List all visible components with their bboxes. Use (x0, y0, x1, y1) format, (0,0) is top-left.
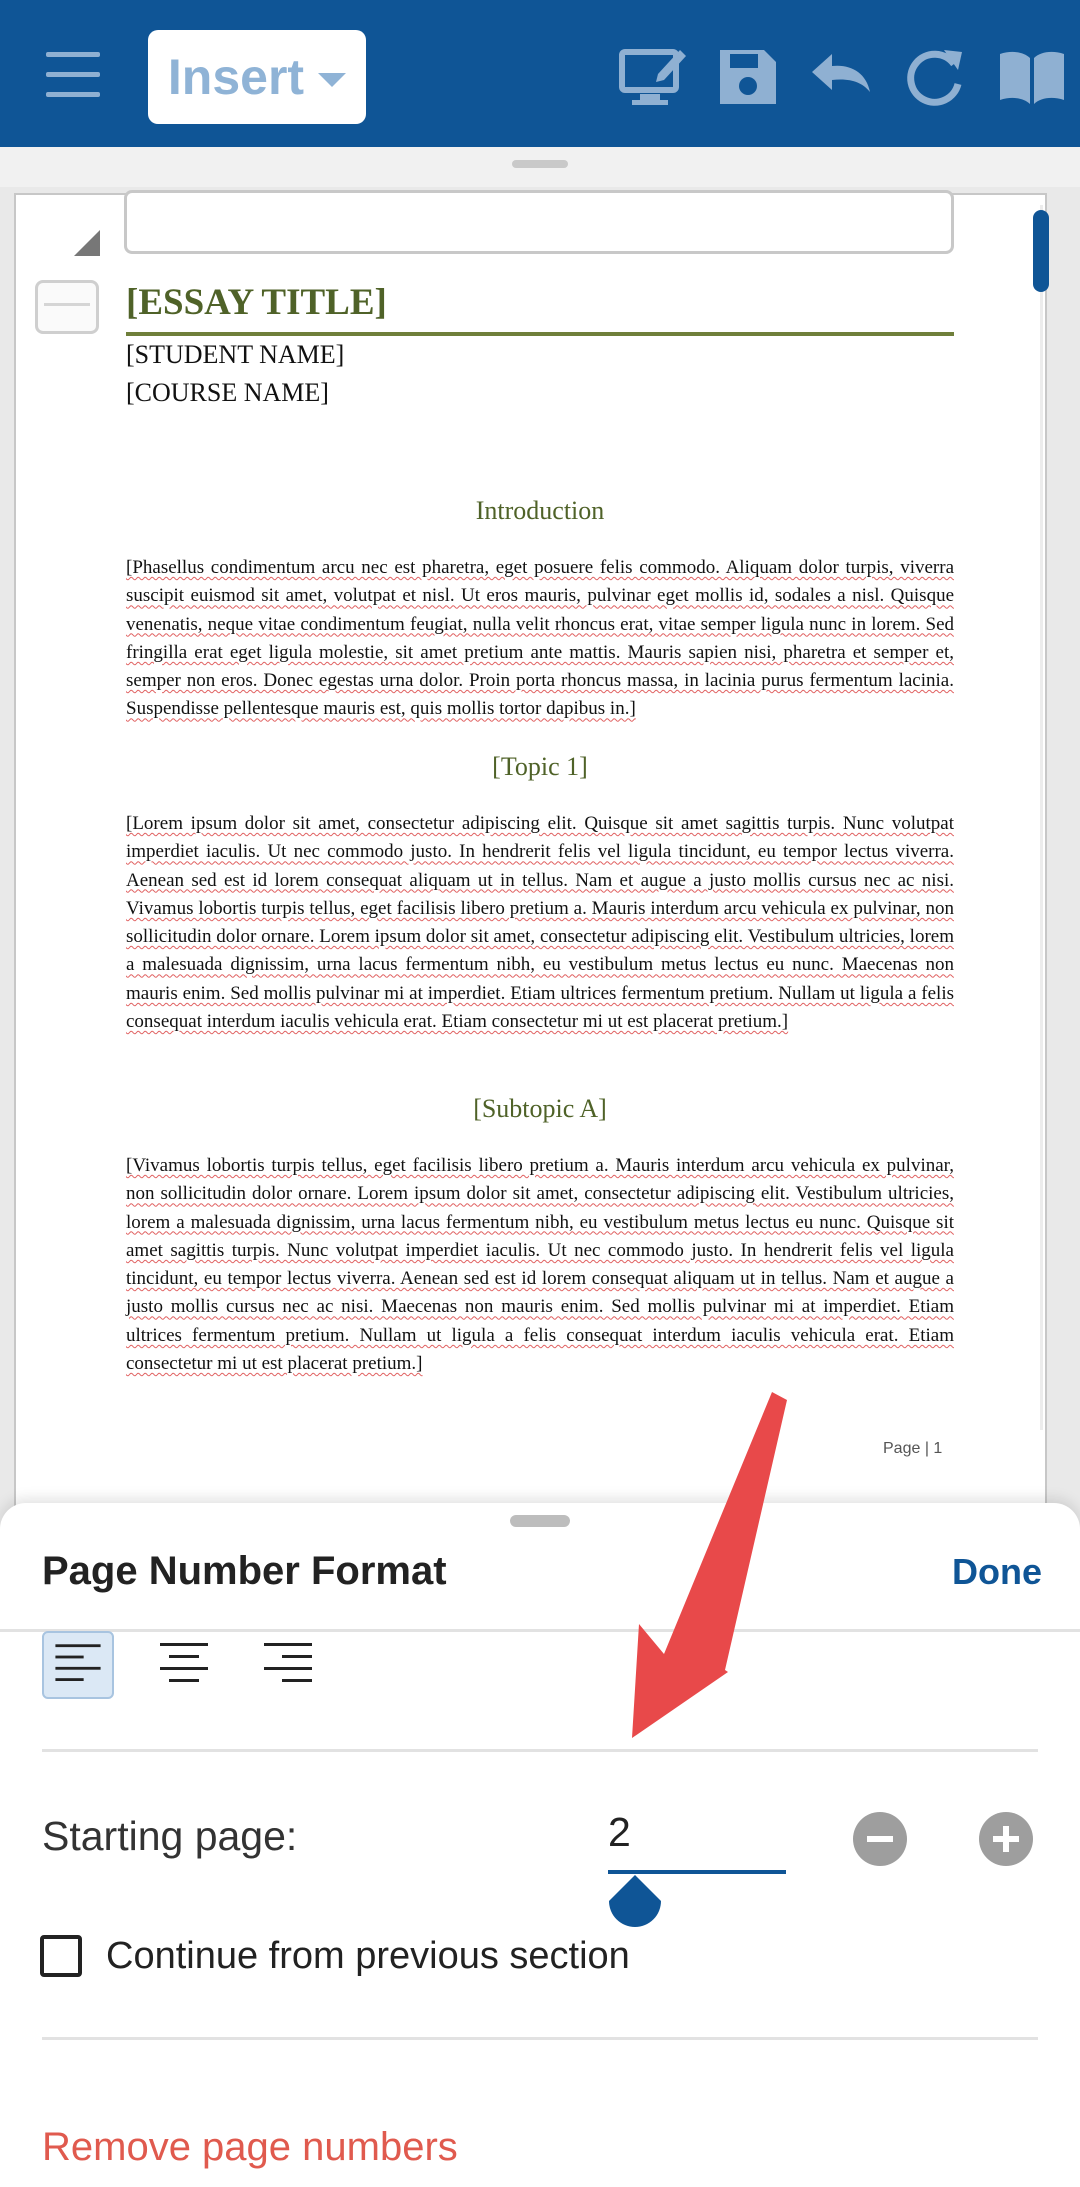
ruler-corner-icon (74, 230, 100, 256)
scrollbar-track[interactable] (1040, 205, 1043, 1430)
minus-icon (853, 1812, 907, 1866)
course-name: [COURSE NAME] (126, 378, 329, 407)
continue-checkbox[interactable] (40, 1935, 82, 1977)
insert-menu-button[interactable] (148, 30, 366, 124)
remove-page-numbers-button[interactable]: Remove page numbers (42, 2125, 458, 2169)
align-left-button[interactable] (42, 1631, 114, 1699)
align-center-button[interactable] (148, 1631, 220, 1699)
panel-grip-handle[interactable] (512, 160, 568, 168)
section-paragraph: [Lorem ipsum dolor sit amet, consectetur adipiscing elit. Quisque sit amet sagittis turpis. Nunc volutpat imperdiet iaculis. Ut nec commodo justo. In hendrerit felis vel ligula tincidunt, eu tempor lectus viverra. Aenean sed est id lorem consequat aliquam ut in tellus. Nam et augue a justo mollis cursus nec ac nisi. Vivamus lobortis turpis tellus, eget facilisis libero pretium a. Mauris interdum arcu vehicula ex pulvinar, non sollicitudin dolor ornare. Lorem ipsum dolor sit amet, consectetur adipiscing elit. Vestibulum ultricies, lorem a malesuada dignissim, urna lacus fermentum nibh, eu vestibulum metus lectus eu nunc. Maecenas non mauris enim. Sed mollis pulvinar mi at imperdiet. Etiam ultrices fermentum pretium. Nullam ut ligula a felis consequat interdum iaculis vehicula erat. Etiam consectetur mi ut est placerat pretium.] (126, 813, 954, 1033)
section-heading: Introduction (475, 496, 605, 525)
page-header-area[interactable] (124, 190, 954, 254)
starting-page-input[interactable]: 2 (608, 1809, 631, 1855)
redo-icon[interactable] (900, 44, 972, 110)
student-name: [STUDENT NAME] (126, 340, 345, 369)
continue-label: Continue from previous section (106, 1935, 630, 1977)
save-icon[interactable] (712, 44, 784, 110)
section-heading: [Subtopic A] (473, 1094, 607, 1123)
edit-screen-icon[interactable] (618, 44, 690, 110)
section-divider (42, 2037, 1038, 2040)
caret-down-icon (318, 73, 346, 87)
section-paragraph: [Phasellus condimentum arcu nec est pharetra, eget posuere felis commodo. Aliquam dolor turpis, viverra suscipit euismod sit amet, volutpat et nisl. Ut eros mauris, pulvinar eget mollis id, sodales a nisl. Quisque venenatis, neque vitae condimentum feugiat, nulla velit rhoncus erat, vitae semper ligula nunc in lorem. Sed fringilla erat eget ligula molestie, sit amet pretium ante mattis. Mauris sapien nisi, pharetra et semper et, semper non eros. Donec egestas urna dolor. Proin porta rhoncus massa, in lacinia purus fermentum lacinia. Suspendisse pellentesque mauris est, quis mollis tortor dapibus in.] (126, 557, 954, 720)
plus-icon (979, 1812, 1033, 1866)
book-icon[interactable] (996, 44, 1068, 110)
sheet-title: Page Number Format (42, 1549, 447, 1593)
page-number-label: Page | 1 (883, 1440, 943, 1457)
text-cursor-handle-icon[interactable] (609, 1875, 661, 1927)
top-toolbar (0, 0, 1080, 147)
menu-icon[interactable] (40, 48, 106, 102)
undo-icon[interactable] (806, 44, 878, 110)
essay-title: [ESSAY TITLE] (126, 282, 387, 323)
paragraph-marker-icon[interactable] (35, 280, 99, 334)
document-content (126, 278, 954, 1375)
decrement-button[interactable] (853, 1812, 907, 1866)
starting-page-underline (608, 1870, 786, 1874)
align-center-icon (148, 1631, 220, 1699)
section-heading: [Topic 1] (492, 752, 588, 781)
page-number-format-sheet (0, 1503, 1080, 2187)
align-right-icon (252, 1631, 324, 1699)
sheet-grip-handle[interactable] (510, 1515, 570, 1527)
align-left-icon (44, 1633, 112, 1697)
done-button[interactable]: Done (952, 1551, 1042, 1592)
scrollbar-thumb[interactable] (1033, 210, 1049, 292)
section-paragraph: [Vivamus lobortis turpis tellus, eget facilisis libero pretium a. Mauris interdum arcu vehicula ex pulvinar, non sollicitudin dolor ornare. Lorem ipsum dolor sit amet, consectetur adipiscing elit. Vestibulum ultricies, lorem a malesuada dignissim, urna lacus fermentum nibh, eu vestibulum metus lectus eu nunc. Quisque sit amet sagittis turpis. Nunc volutpat imperdiet iaculis. Ut nec commodo justo. In hendrerit felis vel ligula tincidunt, eu tempor lectus viverra. Aenean sed est id lorem consequat aliquam ut in tellus. Nam et augue a justo mollis cursus nec ac nisi. Maecenas non mauris enim. Sed mollis pulvinar mi at imperdiet. Etiam ultrices fermentum pretium. Nullam ut ligula a felis consequat interdum iaculis vehicula erat. Etiam consectetur mi ut est placerat pretium.] (126, 1155, 954, 1375)
align-right-button[interactable] (252, 1631, 324, 1699)
starting-page-label: Starting page: (42, 1813, 298, 1859)
insert-label: Insert (167, 49, 305, 105)
section-divider (42, 1749, 1038, 1752)
increment-button[interactable] (979, 1812, 1033, 1866)
